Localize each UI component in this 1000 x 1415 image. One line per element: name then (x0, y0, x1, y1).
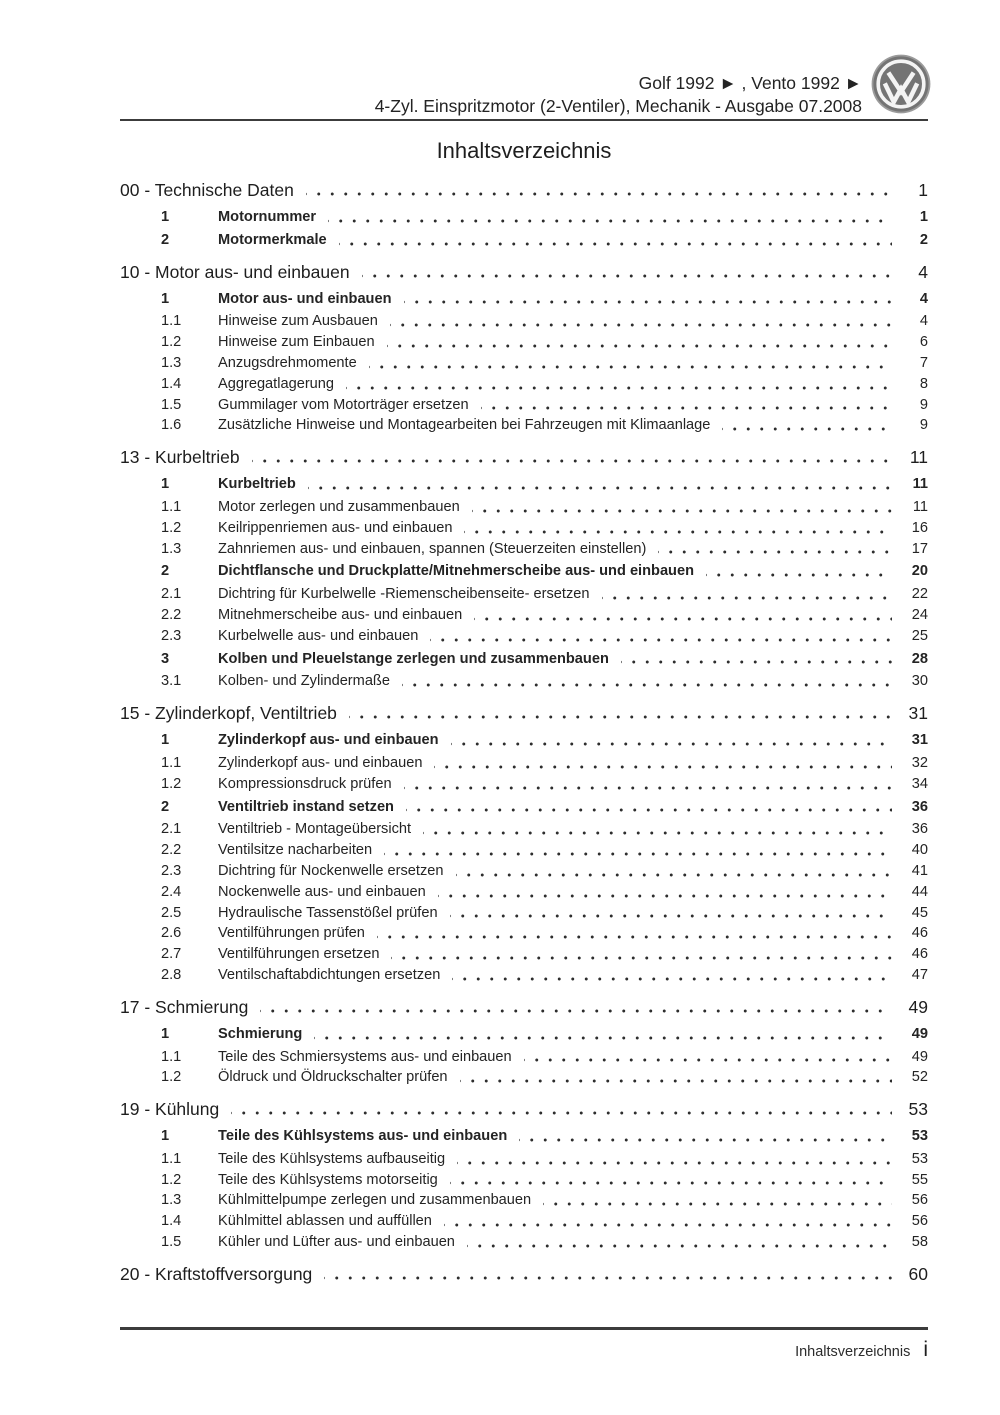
entry-number: 1.2 (161, 334, 182, 351)
toc-entry (120, 230, 928, 251)
entry-page-number: 16 (911, 519, 928, 536)
toc-entry (120, 1170, 928, 1191)
toc-entry (120, 671, 928, 692)
entry-page-number: 53 (911, 1150, 928, 1167)
toc-entry (120, 415, 928, 436)
dot-leader (451, 730, 892, 751)
dot-leader (404, 774, 892, 795)
entry-page-number: 44 (911, 883, 928, 900)
entry-number: 1.4 (161, 1213, 182, 1230)
dot-leader (481, 395, 892, 416)
entry-page-number: 53 (911, 1128, 928, 1145)
entry-page-number: 55 (911, 1171, 928, 1188)
toc-entry (120, 923, 928, 944)
toc-entry (120, 965, 928, 986)
toc-section-heading (120, 179, 928, 202)
section-page-number: 60 (908, 1263, 928, 1284)
toc-section-heading (120, 1263, 928, 1286)
dot-leader (474, 605, 892, 626)
entry-number: 1 (161, 1128, 170, 1145)
entry-number: 2.1 (161, 586, 182, 603)
entry-page-number: 6 (919, 334, 928, 351)
section-label: 10 - Motor aus- und einbauen (120, 261, 350, 282)
entry-number: 1.1 (161, 498, 182, 515)
entry-page-number: 11 (912, 476, 928, 493)
entry-number: 1.3 (161, 354, 182, 371)
toc-entry (120, 1211, 928, 1232)
toc-entry (120, 882, 928, 903)
entry-label: Motor aus- und einbauen (218, 290, 392, 307)
dot-leader (387, 332, 892, 353)
entry-page-number: 52 (911, 1069, 928, 1086)
entry-page-number: 56 (911, 1213, 928, 1230)
entry-label: Dichtring für Kurbelwelle -Riemenscheibenseite- ersetzen (218, 586, 590, 603)
entry-number: 1 (161, 732, 170, 749)
section-label: 15 - Zylinderkopf, Ventiltrieb (120, 703, 337, 724)
section-label: 17 - Schmierung (120, 996, 249, 1017)
entry-number: 2 (161, 798, 170, 815)
dot-leader (450, 1170, 892, 1191)
section-page-number: 1 (918, 180, 928, 200)
dot-leader (722, 415, 892, 436)
entry-label: Ventiltrieb - Montageübersicht (218, 821, 412, 838)
dot-leader (602, 584, 893, 605)
dot-leader (467, 1232, 892, 1253)
entry-number: 1.4 (161, 375, 182, 392)
entry-label: Kühler und Lüfter aus- und einbauen (218, 1234, 455, 1251)
dot-leader (460, 1067, 892, 1088)
entry-page-number: 30 (911, 673, 928, 690)
dot-leader (423, 819, 892, 840)
dot-leader (339, 230, 892, 251)
entry-number: 1.1 (161, 754, 182, 771)
entry-page-number: 20 (911, 563, 928, 580)
dot-leader (404, 289, 892, 310)
entry-number: 2.5 (161, 904, 182, 921)
dot-leader (362, 261, 892, 284)
entry-label: Zylinderkopf aus- und einbauen (218, 732, 439, 749)
entry-number: 1.5 (161, 1234, 182, 1251)
entry-page-number: 45 (911, 904, 928, 921)
entry-label: Kurbeltrieb (218, 476, 296, 493)
entry-page-number: 8 (919, 375, 928, 392)
dot-leader (328, 207, 892, 228)
section-page-number: 53 (908, 1099, 928, 1120)
entry-page-number: 22 (911, 586, 928, 603)
entry-number: 2.1 (161, 821, 182, 838)
page-footer (120, 1338, 928, 1362)
dot-leader (324, 1263, 892, 1286)
entry-number: 2.8 (161, 966, 182, 983)
toc-entry (120, 289, 928, 310)
section-page-number: 4 (918, 261, 928, 282)
entry-label: Teile des Kühlsystems aufbauseitig (218, 1150, 446, 1167)
toc-section (120, 1098, 928, 1253)
entry-label: Kolben- und Zylindermaße (218, 673, 390, 690)
section-label: 13 - Kurbeltrieb (120, 447, 240, 468)
page-content (120, 138, 928, 1291)
entry-label: Hinweise zum Ausbauen (218, 313, 378, 330)
toc-section (120, 702, 928, 986)
entry-label: Teile des Kühlsystems aus- und einbauen (218, 1128, 508, 1145)
toc-entry (120, 797, 928, 818)
entry-page-number: 49 (911, 1025, 928, 1042)
entry-page-number: 46 (911, 925, 928, 942)
toc-section (120, 446, 928, 692)
entry-label: Zusätzliche Hinweise und Montagearbeiten bei Fahrzeugen mit Klimaanlage (218, 417, 711, 434)
toc-entry (120, 944, 928, 965)
entry-page-number: 56 (911, 1192, 928, 1209)
table-of-contents (120, 179, 928, 1286)
entry-page-number: 25 (911, 627, 928, 644)
dot-leader (260, 996, 892, 1019)
entry-number: 2.3 (161, 627, 182, 644)
dot-leader (314, 1024, 892, 1045)
entry-label: Kurbelwelle aus- und einbauen (218, 627, 419, 644)
header-engine-line: 4-Zyl. Einspritzmotor (2-Ventiler), Mechanik - Ausgabe 07.2008 (374, 96, 862, 116)
entry-number: 1.2 (161, 1171, 182, 1188)
page-header (300, 72, 862, 118)
entry-page-number: 31 (911, 732, 928, 749)
entry-label: Öldruck und Öldruckschalter prüfen (218, 1069, 448, 1086)
entry-number: 1.1 (161, 1048, 182, 1065)
toc-entry (120, 774, 928, 795)
dot-leader (434, 753, 892, 774)
dot-leader (450, 903, 892, 924)
entry-number: 1.3 (161, 1192, 182, 1209)
entry-page-number: 58 (911, 1234, 928, 1251)
dot-leader (390, 311, 892, 332)
entry-number: 1.1 (161, 1150, 182, 1167)
entry-label: Mitnehmerscheibe aus- und einbauen (218, 606, 463, 623)
footer-rule (120, 1327, 928, 1330)
entry-number: 1.3 (161, 540, 182, 557)
entry-label: Hinweise zum Einbauen (218, 334, 375, 351)
toc-entry (120, 353, 928, 374)
dot-leader (444, 1211, 892, 1232)
section-label: 00 - Technische Daten (120, 180, 294, 200)
footer-label: Inhaltsverzeichnis (795, 1344, 911, 1360)
entry-label: Keilrippenriemen aus- und einbauen (218, 519, 453, 536)
toc-entry (120, 332, 928, 353)
dot-leader (346, 374, 892, 395)
dot-leader (519, 1126, 892, 1147)
dot-leader (438, 882, 892, 903)
dot-leader (231, 1098, 892, 1121)
dot-leader (377, 923, 892, 944)
section-page-number: 11 (909, 447, 928, 468)
dot-leader (430, 626, 892, 647)
vw-logo-icon (871, 54, 931, 114)
toc-entry (120, 903, 928, 924)
entry-number: 1 (161, 476, 170, 493)
entry-label: Anzugsdrehmomente (218, 354, 357, 371)
toc-entry (120, 605, 928, 626)
entry-page-number: 9 (919, 417, 928, 434)
entry-number: 1 (161, 290, 170, 307)
entry-label: Zylinderkopf aus- und einbauen (218, 754, 423, 771)
entry-number: 3 (161, 650, 170, 667)
entry-label: Dichtring für Nockenwelle ersetzen (218, 862, 444, 879)
entry-number: 1.2 (161, 519, 182, 536)
section-label: 19 - Kühlung (120, 1099, 220, 1120)
dot-leader (472, 497, 892, 518)
entry-label: Schmierung (218, 1025, 303, 1042)
toc-section-heading (120, 702, 928, 725)
toc-entry (120, 539, 928, 560)
toc-entry (120, 649, 928, 670)
entry-number: 3.1 (161, 673, 182, 690)
page-title: Inhaltsverzeichnis (436, 138, 612, 163)
entry-number: 2.4 (161, 883, 182, 900)
entry-page-number: 28 (911, 650, 928, 667)
dot-leader (308, 474, 892, 495)
toc-entry (120, 207, 928, 228)
entry-label: Ventilschaftabdichtungen ersetzen (218, 966, 441, 983)
entry-label: Hydraulische Tassenstößel prüfen (218, 904, 438, 921)
dot-leader (402, 671, 892, 692)
entry-page-number: 34 (911, 775, 928, 792)
entry-label: Ventilsitze nacharbeiten (218, 842, 373, 859)
entry-page-number: 36 (911, 798, 928, 815)
toc-section-heading (120, 261, 928, 284)
entry-number: 1 (161, 1025, 170, 1042)
toc-entry (120, 561, 928, 582)
toc-section (120, 179, 928, 251)
entry-label: Zahnriemen aus- und einbauen, spannen (Steuerzeiten einstellen) (218, 540, 647, 557)
entry-label: Ventiltrieb instand setzen (218, 798, 394, 815)
entry-page-number: 11 (912, 498, 928, 515)
toc-section-heading (120, 446, 928, 469)
entry-page-number: 2 (919, 231, 928, 248)
entry-number: 1.6 (161, 417, 182, 434)
section-label: 20 - Kraftstoffversorgung (120, 1263, 313, 1284)
entry-page-number: 36 (911, 821, 928, 838)
toc-section (120, 1263, 928, 1286)
entry-label: Kühlmittel ablassen und auffüllen (218, 1213, 432, 1230)
header-model-line: Golf 1992 ► , Vento 1992 ► (638, 73, 862, 93)
entry-label: Ventilführungen prüfen (218, 925, 365, 942)
entry-number: 1 (161, 209, 170, 225)
header-rule (120, 119, 928, 121)
entry-number: 2.2 (161, 842, 182, 859)
entry-number: 2.3 (161, 862, 182, 879)
entry-page-number: 46 (911, 946, 928, 963)
dot-leader (658, 539, 892, 560)
entry-page-number: 9 (919, 396, 928, 413)
section-page-number: 31 (908, 703, 928, 724)
dot-leader (464, 518, 892, 539)
dot-leader (349, 702, 892, 725)
entry-label: Motormerkmale (218, 231, 327, 248)
dot-leader (306, 179, 892, 202)
entry-number: 1.2 (161, 1069, 182, 1086)
entry-page-number: 24 (911, 606, 928, 623)
toc-entry (120, 1232, 928, 1253)
entry-page-number: 7 (919, 354, 928, 371)
toc-section (120, 996, 928, 1088)
toc-entry (120, 840, 928, 861)
toc-entry (120, 518, 928, 539)
toc-section-heading (120, 996, 928, 1019)
toc-entry (120, 1067, 928, 1088)
dot-leader (706, 561, 892, 582)
entry-page-number: 47 (911, 966, 928, 983)
dot-leader (369, 353, 892, 374)
dot-leader (457, 1149, 892, 1170)
dot-leader (391, 944, 892, 965)
toc-entry (120, 584, 928, 605)
entry-label: Kompressionsdruck prüfen (218, 775, 392, 792)
toc-entry (120, 730, 928, 751)
entry-number: 1.5 (161, 396, 182, 413)
entry-number: 2.2 (161, 606, 182, 623)
dot-leader (621, 649, 892, 670)
toc-entry (120, 819, 928, 840)
entry-label: Aggregatlagerung (218, 375, 335, 392)
toc-entry (120, 1126, 928, 1147)
section-page-number: 49 (908, 996, 928, 1017)
toc-entry (120, 395, 928, 416)
toc-entry (120, 626, 928, 647)
toc-entry (120, 753, 928, 774)
entry-label: Kolben und Pleuelstange zerlegen und zusammenbauen (218, 650, 609, 667)
dot-leader (543, 1190, 892, 1211)
entry-page-number: 4 (919, 290, 928, 307)
toc-entry (120, 497, 928, 518)
entry-label: Teile des Kühlsystems motorseitig (218, 1171, 438, 1188)
entry-page-number: 4 (919, 313, 928, 330)
entry-label: Kühlmittelpumpe zerlegen und zusammenbauen (218, 1192, 532, 1209)
entry-label: Dichtflansche und Druckplatte/Mitnehmerscheibe aus- und einbauen (218, 563, 694, 580)
toc-entry (120, 1047, 928, 1068)
dot-leader (406, 797, 892, 818)
toc-entry (120, 1190, 928, 1211)
toc-section (120, 261, 928, 437)
entry-number: 2.6 (161, 925, 182, 942)
entry-number: 2.7 (161, 946, 182, 963)
toc-entry (120, 1024, 928, 1045)
toc-entry (120, 474, 928, 495)
entry-page-number: 41 (911, 862, 928, 879)
toc-section-heading (120, 1098, 928, 1121)
entry-label: Motornummer (218, 209, 317, 225)
toc-entry (120, 311, 928, 332)
dot-leader (252, 446, 892, 469)
entry-number: 2 (161, 563, 170, 580)
toc-entry (120, 861, 928, 882)
entry-page-number: 17 (911, 540, 928, 557)
entry-number: 2 (161, 231, 170, 248)
entry-page-number: 49 (911, 1048, 928, 1065)
footer-page-number: i (923, 1338, 928, 1361)
entry-label: Nockenwelle aus- und einbauen (218, 883, 426, 900)
toc-entry (120, 1149, 928, 1170)
dot-leader (524, 1047, 892, 1068)
entry-label: Gummilager vom Motorträger ersetzen (218, 396, 469, 413)
entry-page-number: 1 (919, 209, 928, 225)
entry-label: Ventilführungen ersetzen (218, 946, 380, 963)
entry-number: 1.2 (161, 775, 182, 792)
entry-page-number: 32 (911, 754, 928, 771)
dot-leader (456, 861, 893, 882)
entry-number: 1.1 (161, 313, 182, 330)
dot-leader (452, 965, 892, 986)
toc-entry (120, 374, 928, 395)
entry-label: Teile des Schmiersystems aus- und einbauen (218, 1048, 512, 1065)
entry-label: Motor zerlegen und zusammenbauen (218, 498, 460, 515)
dot-leader (384, 840, 892, 861)
entry-page-number: 40 (911, 842, 928, 859)
